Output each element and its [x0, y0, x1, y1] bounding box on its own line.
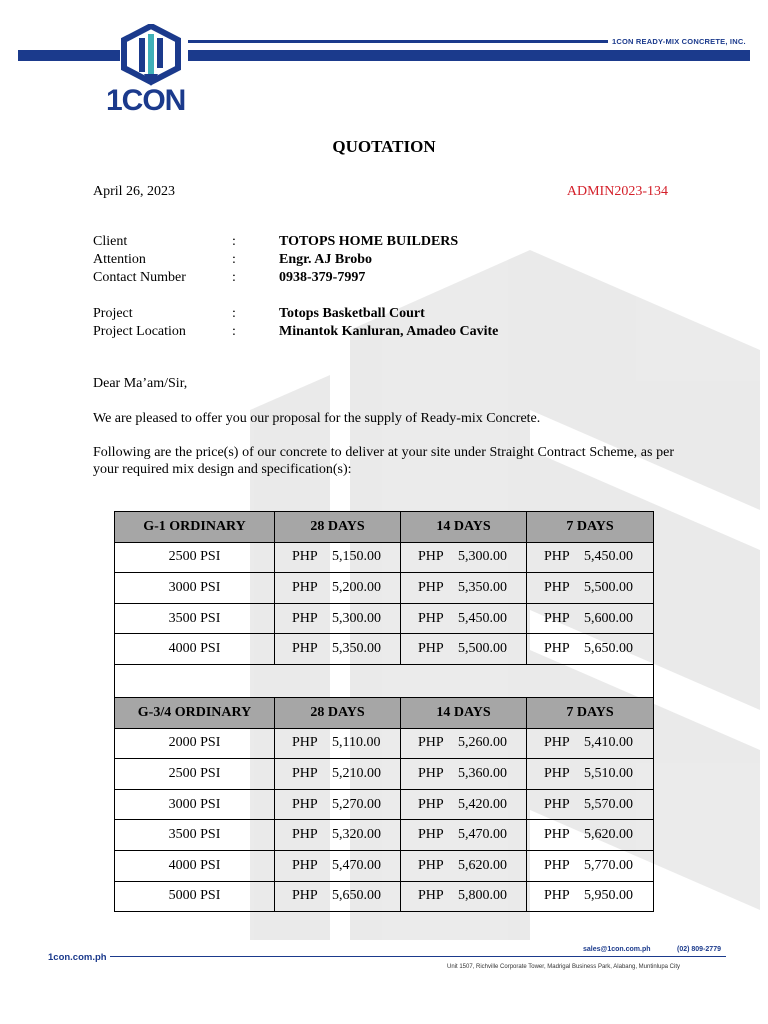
price-cell-d28 [275, 850, 401, 881]
location-colon: : [232, 324, 236, 339]
salutation: Dear Ma’am/Sir, [93, 376, 188, 391]
price-table [114, 511, 654, 912]
price-value: 5,360.00 [458, 765, 507, 781]
psi-cell: 2000 PSI [115, 728, 275, 759]
price-value: 5,300.00 [332, 610, 381, 626]
project-value: Totops Basketball Court [279, 306, 425, 321]
price-cell-d28 [275, 542, 401, 573]
price-cell-d7 [527, 881, 654, 912]
table-row [115, 820, 654, 851]
table-header-cell: 28 DAYS [275, 697, 401, 728]
currency-label: PHP [292, 735, 318, 751]
pricing-paragraph: Following are the price(s) of our concrete to deliver at your site under Straight Contract Scheme, as per your required mix design and specification(s): [93, 445, 674, 477]
currency-label: PHP [418, 888, 444, 904]
price-cell-d28 [275, 728, 401, 759]
price-value: 5,770.00 [584, 857, 633, 873]
currency-label: PHP [292, 549, 318, 565]
price-value: 5,320.00 [332, 827, 381, 843]
reference-number: ADMIN2023-134 [566, 184, 668, 199]
price-value: 5,350.00 [332, 641, 381, 657]
currency-label: PHP [418, 579, 444, 595]
contact-colon: : [232, 270, 236, 285]
table-row [115, 542, 654, 573]
currency-label: PHP [544, 735, 570, 751]
project-colon: : [232, 306, 236, 321]
table-spacer-cell [115, 664, 654, 697]
contact-value: 0938-379-7997 [279, 270, 366, 285]
price-cell-d14 [401, 881, 527, 912]
footer-email: sales@1con.com.ph [583, 946, 651, 953]
price-value: 5,350.00 [458, 579, 507, 595]
price-value: 5,150.00 [332, 549, 381, 565]
price-value: 5,620.00 [458, 857, 507, 873]
price-cell-d7 [527, 728, 654, 759]
price-value: 5,620.00 [584, 827, 633, 843]
location-value: Minantok Kanluran, Amadeo Cavite [279, 324, 499, 339]
price-value: 5,510.00 [584, 765, 633, 781]
price-value: 5,420.00 [458, 796, 507, 812]
psi-cell: 2500 PSI [115, 542, 275, 573]
price-cell-d7 [527, 820, 654, 851]
price-value: 5,410.00 [584, 735, 633, 751]
price-cell-d7 [527, 759, 654, 790]
currency-label: PHP [544, 765, 570, 781]
price-cell-d14 [401, 759, 527, 790]
currency-label: PHP [418, 610, 444, 626]
price-value: 5,110.00 [332, 735, 381, 751]
psi-cell: 4000 PSI [115, 634, 275, 665]
psi-cell: 3500 PSI [115, 820, 275, 851]
price-cell-d14 [401, 850, 527, 881]
price-value: 5,800.00 [458, 888, 507, 904]
price-cell-d14 [401, 603, 527, 634]
price-value: 5,600.00 [584, 610, 633, 626]
attention-label: Attention [93, 252, 146, 267]
footer-address: Unit 1507, Richville Corporate Tower, Madrigal Business Park, Alabang, Muntinlupa City [447, 964, 681, 970]
price-value: 5,950.00 [584, 888, 633, 904]
currency-label: PHP [544, 610, 570, 626]
psi-cell: 4000 PSI [115, 850, 275, 881]
currency-label: PHP [418, 765, 444, 781]
currency-label: PHP [292, 765, 318, 781]
price-value: 5,210.00 [332, 765, 381, 781]
table-header-cell: 28 DAYS [275, 512, 401, 543]
price-value: 5,570.00 [584, 796, 633, 812]
price-cell-d14 [401, 542, 527, 573]
currency-label: PHP [544, 549, 570, 565]
price-cell-d28 [275, 820, 401, 851]
table-spacer-row [115, 664, 654, 697]
header-bar-right [188, 50, 750, 61]
price-cell-d7 [527, 850, 654, 881]
currency-label: PHP [544, 888, 570, 904]
price-cell-d7 [527, 573, 654, 604]
project-label: Project [93, 306, 133, 321]
price-cell-d7 [527, 542, 654, 573]
client-colon: : [232, 234, 236, 249]
currency-label: PHP [418, 549, 444, 565]
attention-value: Engr. AJ Brobo [279, 252, 372, 267]
price-cell-d28 [275, 881, 401, 912]
client-value: TOTOPS HOME BUILDERS [279, 234, 459, 249]
table-header-cell: G-3/4 ORDINARY [115, 697, 275, 728]
table-row [115, 789, 654, 820]
table-row [115, 850, 654, 881]
client-label: Client [93, 234, 128, 249]
price-cell-d28 [275, 603, 401, 634]
price-value: 5,470.00 [332, 857, 381, 873]
table-header-cell: 7 DAYS [527, 697, 654, 728]
price-value: 5,500.00 [458, 641, 507, 657]
price-cell-d14 [401, 634, 527, 665]
document-date: April 26, 2023 [93, 184, 176, 199]
psi-cell: 3000 PSI [115, 573, 275, 604]
price-cell-d7 [527, 603, 654, 634]
currency-label: PHP [292, 888, 318, 904]
price-cell-d14 [401, 728, 527, 759]
price-cell-d7 [527, 789, 654, 820]
currency-label: PHP [292, 610, 318, 626]
currency-label: PHP [544, 857, 570, 873]
price-cell-d28 [275, 759, 401, 790]
currency-label: PHP [292, 857, 318, 873]
location-label: Project Location [93, 324, 186, 339]
currency-label: PHP [418, 641, 444, 657]
psi-cell: 3500 PSI [115, 603, 275, 634]
company-logo-icon [120, 24, 182, 88]
price-cell-d14 [401, 789, 527, 820]
currency-label: PHP [292, 827, 318, 843]
currency-label: PHP [544, 827, 570, 843]
attention-colon: : [232, 252, 236, 267]
price-value: 5,450.00 [584, 549, 633, 565]
table-row [115, 759, 654, 790]
price-cell-d28 [275, 789, 401, 820]
psi-cell: 5000 PSI [115, 881, 275, 912]
price-value: 5,470.00 [458, 827, 507, 843]
psi-cell: 2500 PSI [115, 759, 275, 790]
table-header-cell: 14 DAYS [401, 697, 527, 728]
table-row [115, 573, 654, 604]
logo-wordmark: 1CON [106, 84, 186, 117]
price-value: 5,500.00 [584, 579, 633, 595]
header-bar-top [188, 40, 608, 43]
price-cell-d7 [527, 634, 654, 665]
table-header-row [115, 512, 654, 543]
currency-label: PHP [544, 641, 570, 657]
header-bar-left [18, 50, 120, 61]
currency-label: PHP [544, 579, 570, 595]
table-row [115, 728, 654, 759]
price-value: 5,650.00 [584, 641, 633, 657]
currency-label: PHP [418, 857, 444, 873]
price-cell-d14 [401, 820, 527, 851]
intro-paragraph: We are pleased to offer you our proposal for the supply of Ready-mix Concrete. [93, 411, 541, 426]
price-value: 5,650.00 [332, 888, 381, 904]
table-header-cell: 7 DAYS [527, 512, 654, 543]
price-value: 5,270.00 [332, 796, 381, 812]
price-value: 5,200.00 [332, 579, 381, 595]
currency-label: PHP [418, 735, 444, 751]
table-header-cell: 14 DAYS [401, 512, 527, 543]
currency-label: PHP [418, 827, 444, 843]
price-cell-d14 [401, 573, 527, 604]
company-name: 1CON READY-MIX CONCRETE, INC. [612, 37, 746, 46]
currency-label: PHP [292, 641, 318, 657]
footer-website: 1con.com.ph [48, 952, 107, 963]
table-row [115, 603, 654, 634]
contact-label: Contact Number [93, 270, 186, 285]
currency-label: PHP [418, 796, 444, 812]
currency-label: PHP [292, 796, 318, 812]
currency-label: PHP [544, 796, 570, 812]
document-title: QUOTATION [332, 137, 436, 156]
price-table-body [115, 512, 654, 912]
price-value: 5,300.00 [458, 549, 507, 565]
psi-cell: 3000 PSI [115, 789, 275, 820]
table-row [115, 881, 654, 912]
table-row [115, 634, 654, 665]
price-value: 5,260.00 [458, 735, 507, 751]
currency-label: PHP [292, 579, 318, 595]
table-header-row [115, 697, 654, 728]
price-value: 5,450.00 [458, 610, 507, 626]
price-cell-d28 [275, 634, 401, 665]
price-cell-d28 [275, 573, 401, 604]
footer-divider [110, 956, 726, 957]
table-header-cell: G-1 ORDINARY [115, 512, 275, 543]
footer-phone: (02) 809-2779 [677, 946, 721, 953]
